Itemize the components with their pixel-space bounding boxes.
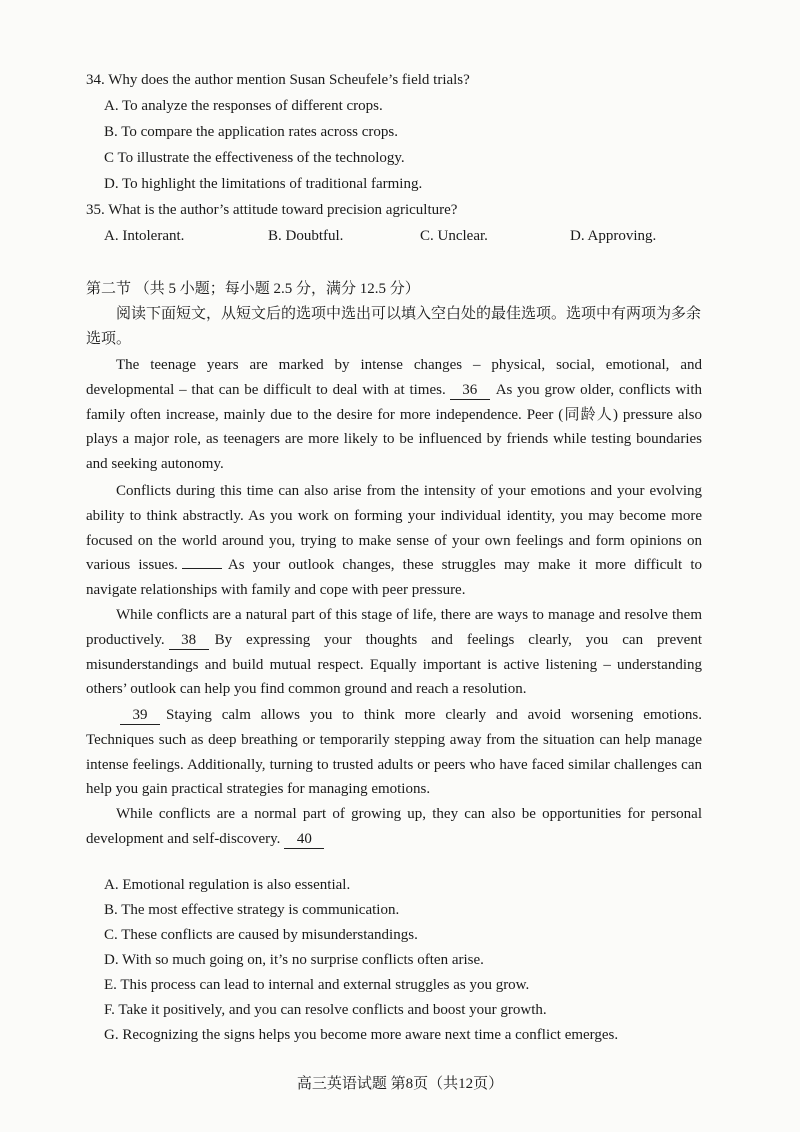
- choice-e: E. This process can lead to internal and external struggles as you grow.: [104, 977, 530, 993]
- section-instruction: 阅读下面短文，从短文后的选项中选出可以填入空白处的最佳选项。选项中有两项为多余选项。: [86, 306, 702, 347]
- passage-paragraph-1: The teenage years are marked by intense changes – physical, social, emotional, and developmental – that can be difficult to deal with at times. 36 As you grow older, conflicts with family often increase, mainly due to the desire for more independence. Peer (同龄人) pressure also plays a major role, as teenagers are more likely to be influenced by friends while testing boundaries and seeking autonomy.: [86, 357, 702, 473]
- choice-a: A. Emotional regulation is also essential.: [104, 877, 351, 893]
- q35-options: [104, 228, 724, 248]
- page-footer: 高三英语试题 第8页（共12页）: [296, 1076, 504, 1092]
- choice-f: F. Take it positively, and you can resolve conflicts and boost your growth.: [104, 1002, 547, 1018]
- blank-40: 40: [284, 831, 324, 849]
- question-34-stem: 34. Why does the author mention Susan Scheufele’s field trials?: [86, 72, 470, 88]
- choice-g: G. Recognizing the signs helps you become more aware next time a conflict emerges.: [104, 1027, 619, 1043]
- q34-option-b: B. To compare the application rates across crops.: [104, 124, 398, 140]
- q35-option-d: D. Approving.: [570, 228, 657, 244]
- section-heading: 第二节 （共 5 小题；每小题 2.5 分，满分 12.5 分）: [86, 281, 420, 297]
- question-35-stem: 35. What is the author’s attitude toward precision agriculture?: [86, 202, 458, 218]
- q35-option-c: C. Unclear.: [420, 228, 488, 244]
- blank-39: 39: [120, 707, 160, 725]
- passage-paragraph-5: While conflicts are a normal part of growing up, they can also be opportunities for personal development and self-discovery. 40: [86, 806, 702, 847]
- passage-paragraph-3: While conflicts are a natural part of this stage of life, there are ways to manage and resolve them productively. 38 By expressing your thoughts and feelings clearly, you can prevent misunderstandings and build mutual respect. Equally important is active listening – understanding others’ outlook can help you find common ground and reach a resolution.: [86, 607, 702, 698]
- q34-option-c: C To illustrate the effectiveness of the technology.: [104, 150, 405, 166]
- q34-option-d: D. To highlight the limitations of traditional farming.: [104, 176, 423, 192]
- q34-option-a: A. To analyze the responses of different crops.: [104, 98, 383, 114]
- q35-option-a: A. Intolerant.: [104, 228, 185, 244]
- blank-36: 36: [450, 382, 490, 400]
- passage-paragraph-2: Conflicts during this time can also arise from the intensity of your emotions and your evolving ability to think abstractly. As you work on forming your individual identity, you may become more focused on the world around you, trying to make sense of your own feelings and form opinions on various issues. As your outlook changes, these struggles may make it more difficult to navigate relationships with family and cope with peer pressure.: [86, 483, 702, 599]
- choice-d: D. With so much going on, it’s no surprise conflicts often arise.: [104, 952, 484, 968]
- blank-37: [182, 568, 222, 569]
- q35-option-b: B. Doubtful.: [268, 228, 344, 244]
- choice-c: C. These conflicts are caused by misunderstandings.: [104, 927, 418, 943]
- choice-b: B. The most effective strategy is communication.: [104, 902, 400, 918]
- passage-paragraph-4: 39 Staying calm allows you to think more clearly and avoid worsening emotions. Techniques such as deep breathing or temporarily stepping away from the situation can help manage intense feelings. Additionally, turning to trusted adults or peers who have faced similar challenges can help you gain practical strategies for managing emotions.: [86, 707, 702, 798]
- blank-38: 38: [169, 632, 209, 650]
